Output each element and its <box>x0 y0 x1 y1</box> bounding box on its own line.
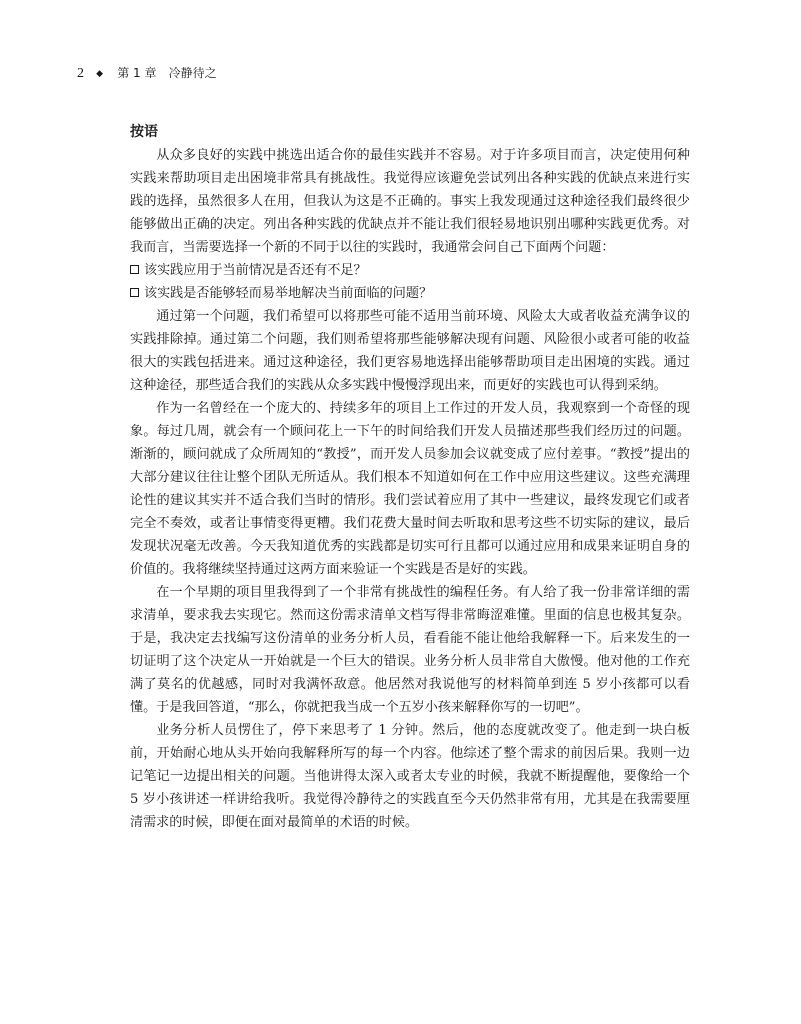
chapter-label: 第 1 章 <box>117 66 157 80</box>
section-heading: 按语 <box>130 124 158 140</box>
paragraph: 在一个早期的项目里我得到了一个非常有挑战性的编程任务。有人给了我一份非常详细的需求清单，要求我去实现它。然而这份需求清单文档写得非常晦涩难懂。里面的信息也极其复杂。于是，我决定去找编写这份清单的业务分析人员，看看能不能让他给我解释一下。后来发生的一切证明了这个决定从一开始就是一个巨大的错误。业务分析人员非常自大傲慢。他对他的工作充满了莫名的优越感，同时对我满怀敌意。他居然对我说他写的材料简单到连 5 岁小孩都可以看懂。于是我回答道，“那么，你就把我当成一个五岁小孩来解释你写的一切吧”。 <box>130 585 690 715</box>
checkbox-bullet-icon <box>130 265 139 274</box>
main-content <box>130 121 690 834</box>
paragraph: 通过第一个问题，我们希望可以将那些可能不适用当前环境、风险太大或者收益充满争议的实践排除掉。通过第二个问题，我们则希望将那些能够解决现有问题、风险很小或者可能的收益很大的实践包括进来。通过这种途径，我们更容易地选择出能够帮助项目走出困境的实践。通过这种途径，那些适合我们的实践从众多实践中慢慢浮现出来，而更好的实践也可认得到采纳。 <box>130 309 690 393</box>
running-header <box>77 64 217 84</box>
checkbox-bullet-icon <box>130 288 139 297</box>
bullet-text: 该实践是否能够轻而易举地解决当前面临的问题？ <box>144 286 433 301</box>
page-number: 2 <box>77 66 84 81</box>
bullet-text: 该实践应用于当前情况是否还有不足？ <box>144 263 367 278</box>
bullet-item <box>130 282 690 305</box>
diamond-separator-icon: ◆ <box>96 69 104 79</box>
bullet-item <box>130 259 690 282</box>
paragraph: 业务分析人员愣住了，停下来思考了 1 分钟。然后，他的态度就改变了。他走到一块白板前，开始耐心地从头开始向我解释所写的每一个内容。他综述了整个需求的前因后果。我则一边记笔记一边提出相关的问题。当他讲得太深入或者太专业的时候，我就不断提醒他，要像给一个 5 岁小孩讲述一样讲给我听。我觉得冷静待之的实践直至今天仍然非常有用，尤其是在我需要厘清需求的时候，即便在面对最简单的术语的时候。 <box>130 723 690 830</box>
paragraph: 作为一名曾经在一个庞大的、持续多年的项目上工作过的开发人员，我观察到一个奇怪的现象。每过几周，就会有一个顾问花上一下午的时间给我们开发人员描述那些我们经历过的问题。渐渐的，顾问就成了众所周知的“教授”，而开发人员参加会议就变成了应付差事。“教授”提出的大部分建议往往让整个团队无所适从。我们根本不知道如何在工作中应用这些建议。这些充满理论性的建议其实并不适合我们当时的情形。我们尝试着应用了其中一些建议，最终发现它们或者完全不奏效，或者让事情变得更糟。我们花费大量时间去听取和思考这些不切实际的建议，最后发现状况毫无改善。今天我知道优秀的实践都是切实可行且都可以通过应用和成果来证明自身的价值的。我将继续坚持通过这两方面来验证一个实践是否是好的实践。 <box>130 401 690 577</box>
paragraph: 从众多良好的实践中挑选出适合你的最佳实践并不容易。对于许多项目而言，决定使用何种实践来帮助项目走出困境非常具有挑战性。我觉得应该避免尝试列出各种实践的优缺点来进行实践的选择，虽然很多人在用，但我认为这是不正确的。事实上我发现通过这种途径我们最终很少能够做出正确的决定。列出各种实践的优缺点并不能让我们很轻易地识别出哪种实践更优秀。对我而言，当需要选择一个新的不同于以往的实践时，我通常会问自己下面两个问题： <box>130 148 690 255</box>
chapter-title: 冷静待之 <box>168 66 217 80</box>
